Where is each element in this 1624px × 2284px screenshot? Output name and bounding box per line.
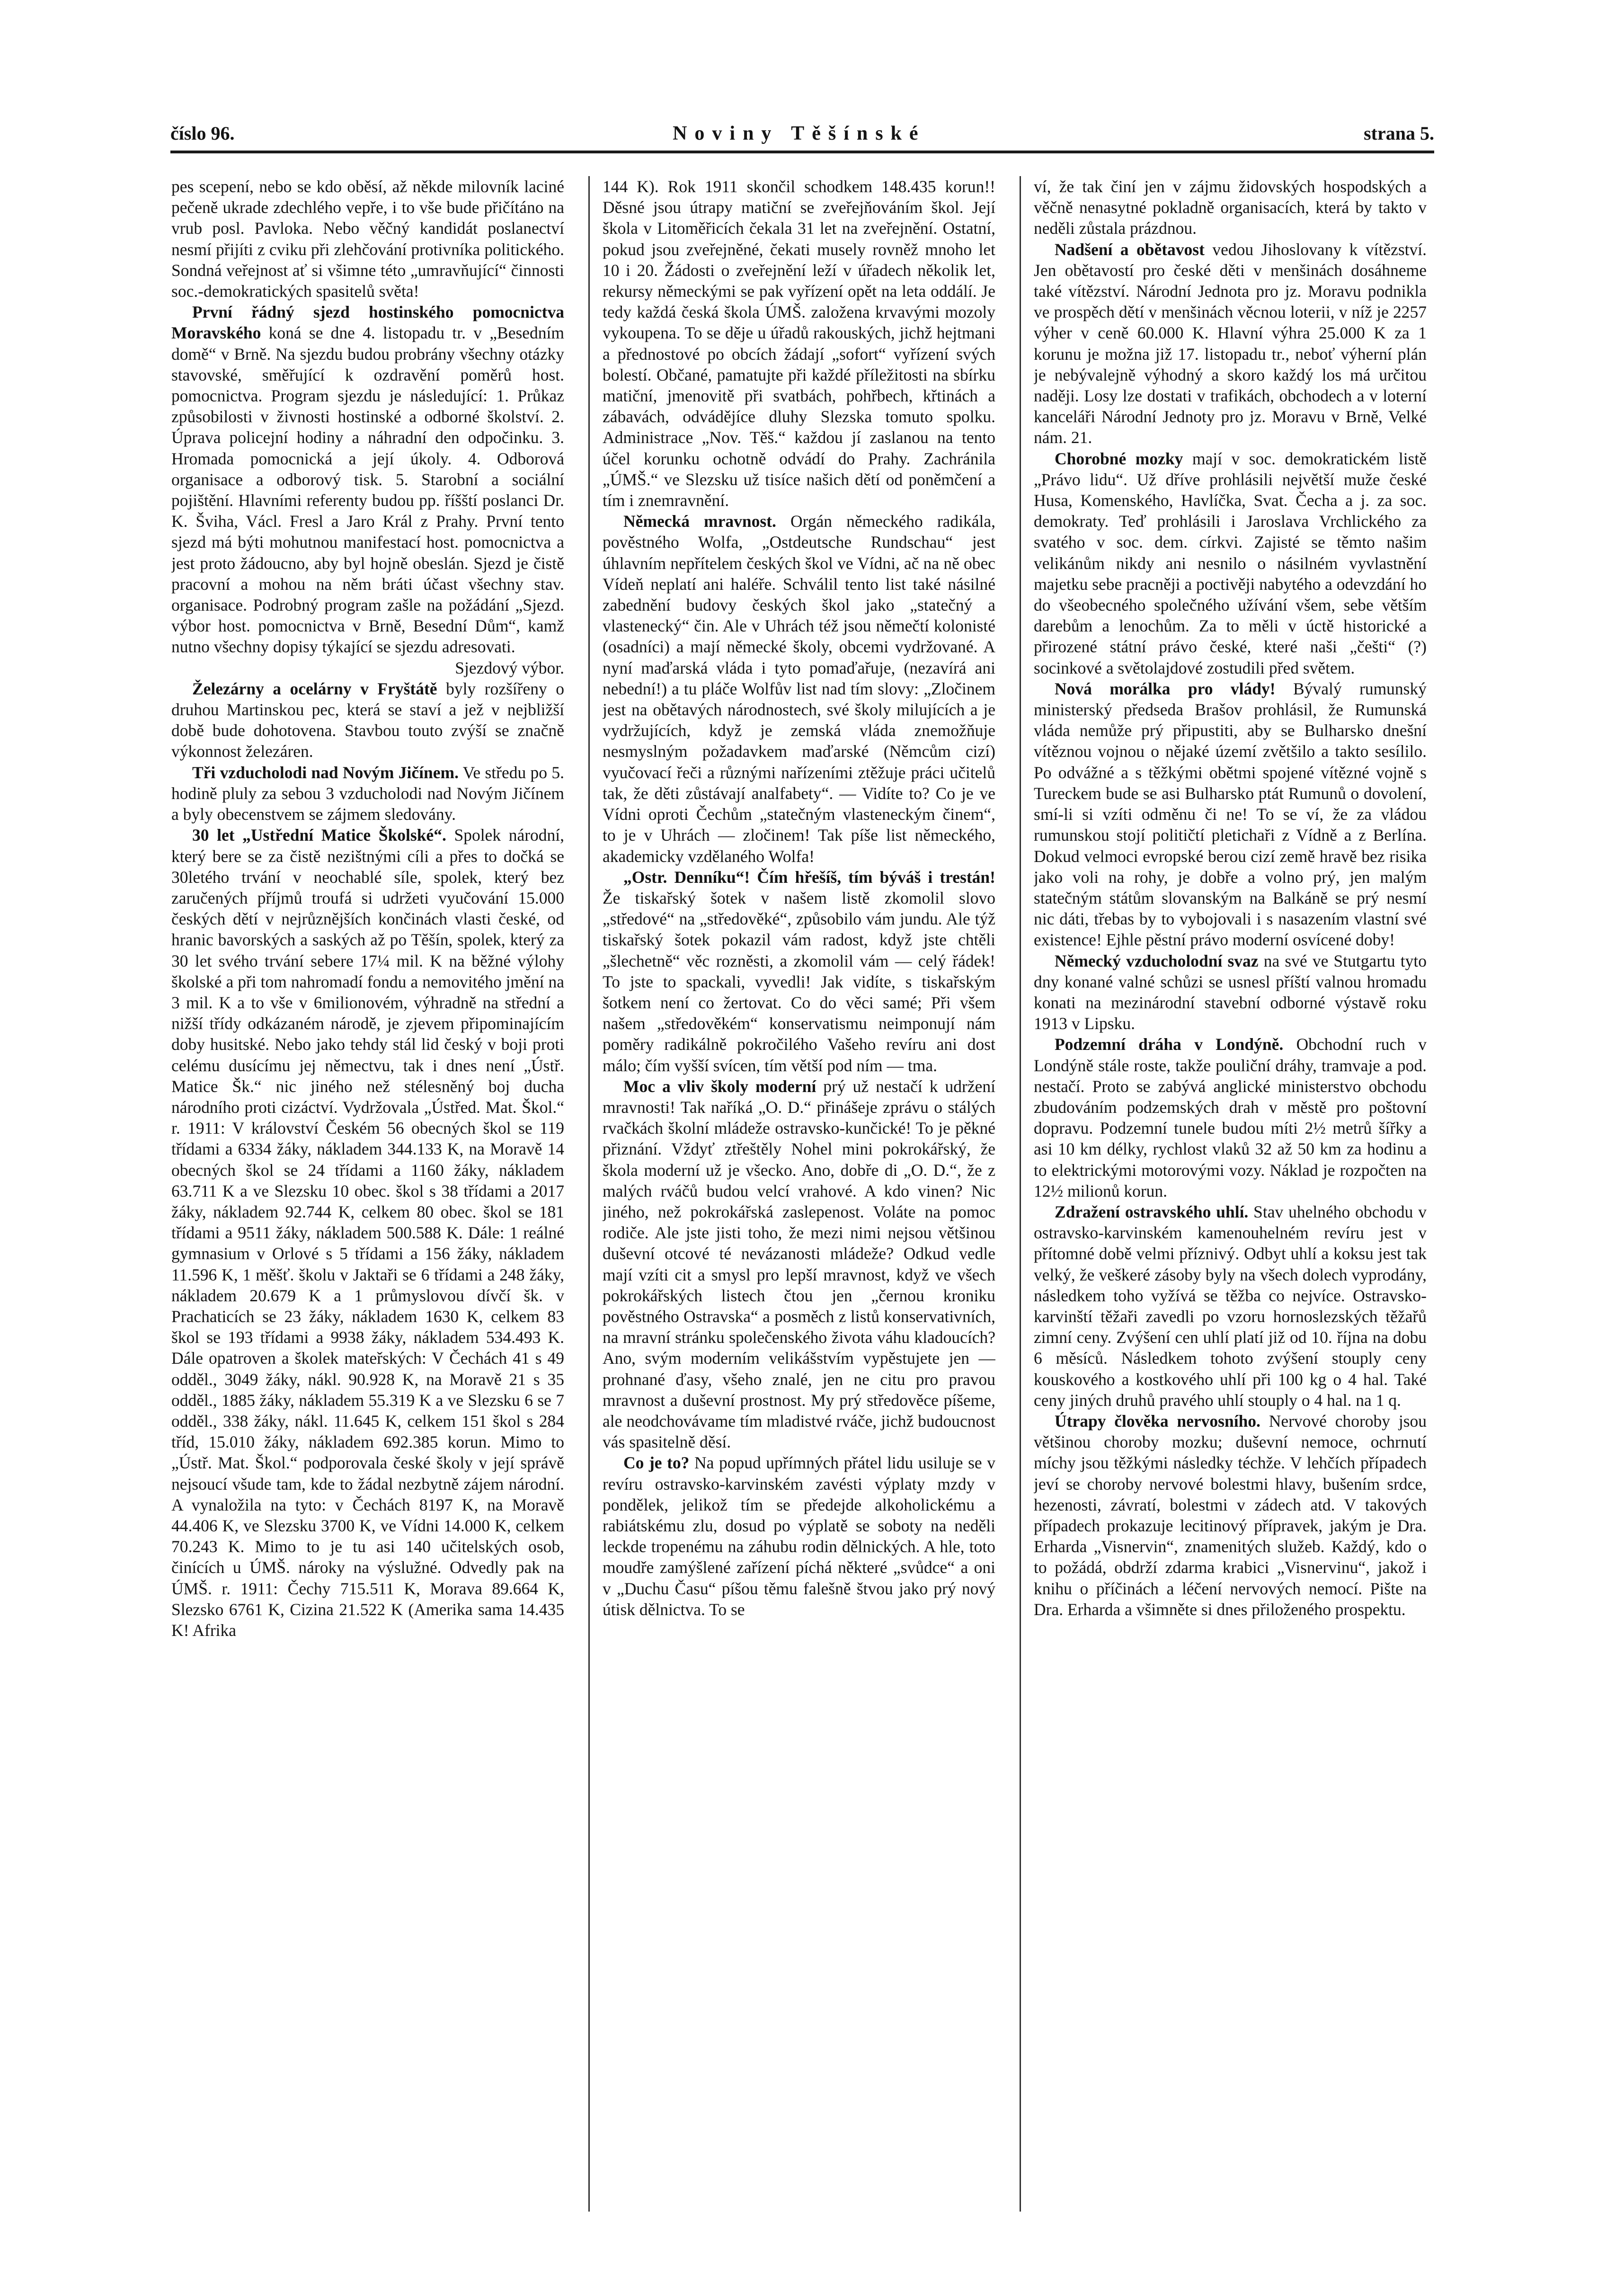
header-rule <box>170 151 1434 153</box>
article-paragraph <box>1034 1201 1427 1411</box>
article-text: koná se dne 4. listopadu tr. v „Besedním domě“ v Brně. Na sjezdu budou probrány všechny otázky stavovské, směřující k ozdravění poměrů host. pomocnictva. Program sjezdu je následující: 1. Průkaz způsobilosti v živnosti hostinské a odborné školství. 2. Úprava policejní hodiny a náhradní den odpočinku. 3. Hromada pomocnická a její úkoly. 4. Odborová organisace a odborový tisk. 5. Starobní a sociální pojištění. Hlavními referenty budou pp. říšští poslanci Dr. K. Šviha, Václ. Fresl a Jaro Král z Prahy. První tento sjezd má býti mohutnou manifestací host. pomocnictva a jest proto žádoucno, aby byl hojně obeslán. Sjezd je čistě pracovní a mohou na něm bráti účast všechny stav. organisace. Podrobný program zašle na požádání „Sjezd. výbor host. pomocnictva v Brně, Besední Dům“, kamž nutno všechny dopisy týkající se sjezdu adresovati. <box>171 323 564 657</box>
column-divider <box>588 176 590 2212</box>
issue-number: číslo 96. <box>170 123 235 144</box>
article-headline: „Ostr. Denníku“! Čím hřešíš, tím býváš i trestán! <box>623 867 995 887</box>
article-paragraph <box>603 1076 995 1453</box>
article-headline: Moc a vliv školy moderní <box>623 1076 816 1096</box>
article-headline: První řádný sjezd hostinského pomocnictva Moravského <box>171 302 564 343</box>
article-text: na své ve Stutgartu tyto dny konané valné schůzi se usnesl příští valnou hromadu konati na mezinárodní stavební odborné výstavě roku 1913 v Lipsku. <box>1034 951 1427 1033</box>
article-headline: Zdražení ostravského uhlí. <box>1055 1202 1249 1221</box>
article-text: Stav uhelného obchodu v ostravsko-karvinském kamenouhelném revíru jest v přítomné době velmi příznivý. Odbyt uhlí a koksu jest tak velký, že veškeré zásoby byly na všech dolech vyprodány, následkem toho vyžívá se těžba co nejvíce. Ostravsko-karvinští těžaři zavedli po vzoru hornoslezských těžařů zimní ceny. Zvýšení cen uhlí platí již od 10. října na dobu 6 měsíců. Následkem tohoto zvýšení stouply ceny kouskového a kostkového uhlí při 100 kg o 4 hal. Také ceny jiných druhů pravého uhlí stouply o 4 hal. na 1 q. <box>1034 1202 1427 1410</box>
article-paragraph <box>171 678 564 762</box>
article-text: byly rozšířeny o druhou Martinskou pec, která se staví a jež v nejbližší době bude dohotovena. Stavbou touto zvýší se značně výkonnost železáren. <box>171 679 564 761</box>
article-text: Na popud upřímných přátel lidu usiluje se v revíru ostravsko-karvinském zavésti výplaty mzdy v pondělek, jelikož tím se předejde alkoholickému a rabiátskému zlu, dosud po výplatě se soboty na neděli leckde tropenému na záhubu rodin dělnických. A hle, toto moudře zamýšlené zařízení píchá některé „svůdce“ a oni v „Duchu Času“ píšou těmu falešně štvou jako prý nový útisk dělnictva. To se <box>603 1453 995 1619</box>
article-paragraph <box>1034 1411 1427 1620</box>
article-paragraph <box>603 1452 995 1620</box>
article-text: prý už nestačí k udržení mravnosti! Tak naříká „O. D.“ přinášeje zprávu o stálých rvačkách školní mládeže ostravsko-kunčické! To je pěkné přiznání. Vždyť ztřeštěly Nohel mini pokrokářský, že škola moderní už je všecko. Ano, dobře di „O. D.“, že z malých rváčů budou velcí vrahové. A kdo vinen? Nic jiného, než pokrokářská zaslepenost. Voláte na pomoc rodiče. Ale jste jisti toho, že mezi nimi nejsou většinou duševní otcové té nevázanosti mládeže? Odkud vedle mají vzíti cit a smysl pro lepší mravnost, když ve všech pokrokářských listech čtou jen „černou kroniku pověstného Ostravska“ a posměch z listů konservativních, na mravní stránku společenského života váhu kladoucích? Ano, svým moderním velikášstvím vypěstujete jen — prohnané ďasy, všeho znalé, jen ne citu pro pravou mravnost a duševní prostnost. My prý středověce píšeme, ale neodchovávame tím mladistvé rváče, jichž budoucnost vás spasitelně děsí. <box>603 1076 995 1452</box>
article-text: Sjezdový výbor. <box>455 658 564 677</box>
article-text: ví, že tak činí jen v zájmu židovských hospodských a věčně nenasytné pokladně organisacích, která by takto v neděli zůstala prázdnou. <box>1034 177 1427 238</box>
article-text: mají v soc. demokratickém listě „Právo lidu“. Už dříve prohlásili největší muže české Husa, Komenského, Havlíčka, Svat. Čecha a j. za soc. demokraty. Teď prohlásili i Jaroslava Vrchlického za svatého v soc. dem. církvi. Zajisté se těmto našim velikánům nikdy ani nesnilo o násilném vyvlastnění majetku sebe pracněji a poctivěji nabytého a odevzdání ho do všeobecného společného užívání všem, sebe větším darebům a lenochům. Za to měli v úctě historické a přirozené státní právo české, které naši „češti“ (?) socinkové a světolajdové zostudili před světem. <box>1034 449 1427 677</box>
article-paragraph <box>1034 1034 1427 1201</box>
article-headline: Železárny a ocelárny v Fryštátě <box>192 679 437 698</box>
article-headline: Co je to? <box>623 1453 690 1473</box>
article-text: 144 K). Rok 1911 skončil schodkem 148.435 korun!! Děsné jsou útrapy matiční se zveřejňováním škol. Její škola v Litoměřicích čekala 31 let na zveřejnění. Ostatní, pokud jsou zveřejněné, čekati musely rovněž mnoho let 10 i 20. Žádosti o zveřejnění leží v úřadech několik let, rekursy německými se pak vyřízení opět na leta oddálí. Je tedy každá česká škola ÚMŠ. založena krvavými mozoly vykoupena. To se děje u úřadů rakouských, jichž hejtmani a přednostové po obcích žádají „sofort“ vyřízení svých bolestí. Občané, pamatujte při každé příležitosti na sbírku matiční, jmenovitě při svatbách, pohřbech, křtinách a zábavách, odvádějíce dluhy Slezska tomuto spolku. Administrace „Nov. Těš.“ každou jí zaslanou na tento účel korunku ochotně odvádí do Prahy. Zachránila „ÚMŠ.“ ve Slezsku už tisíce našich dětí od poněmčení a tím i znemravnění. <box>603 177 995 510</box>
article-headline: Německý vzducholodní svaz <box>1055 951 1259 970</box>
article-paragraph <box>1034 448 1427 678</box>
article-paragraph <box>603 867 995 1076</box>
article-headline: Chorobné mozky <box>1055 449 1183 468</box>
article-headline: 30 let „Ustřední Matice Školské“. <box>192 826 446 845</box>
article-continuation <box>1034 176 1427 239</box>
article-headline: Útrapy člověka nervosního. <box>1055 1411 1260 1431</box>
article-text: Bývalý rumunský ministerský předseda Brašov prohlásil, že Rumunská vláda nemůže prý připustiti, aby se Bulharsko dnešní vítěznou vojnou o nějaké území zvětšilo a takto sesílilo. Po odvážné a s těžkými obětmi spojené vítězné vojně s Tureckem bude se asi Bulharsko ptát Rumunů o dovolení, smí-li si vzíti odměnu či ne! To se ví, že za vládou rumunskou stojí političtí pletichaři z Vídně a z Berlína. Dokud velmoci evropské berou cizí země hravě bez risika jako voli na rohy, je dobře a volno prý, jen malým statečným státům slovanským na Balkáně se prý nesmí nic dáti, třebas by to vybojovali i s nasazením vlastní své existence! Ejhle pěstní právo moderní osvícené doby! <box>1034 679 1427 950</box>
article-continuation <box>603 176 995 511</box>
article-headline: Německá mravnost. <box>623 512 776 531</box>
article-text: vedou Jihoslovany k vítězství. Jen obětavostí pro české děti v menšinách dosáhneme také vítězství. Národní Jednota pro jz. Moravu podnikla ve prospěch dětí v menšinách věcnou loterii, v níž je 2257 výher v ceně 60.000 K. Hlavní výhra 25.000 K za 1 korunu je možna již 17. listopadu tr., neboť výherní plán je nebývalejně výhodný a skoro každý los má určitou naději. Losy lze dostati v trafikách, obchodech a v loterní kanceláři Národní Jednoty pro jz. Moravu v Brně, Velké nám. 21. <box>1034 240 1427 447</box>
article-headline: Podzemní dráha v Londýně. <box>1055 1035 1284 1054</box>
page-number: strana 5. <box>1364 123 1434 144</box>
article-text: Nervové choroby jsou většinou choroby mozku; duševní nemoce, ochrnutí míchy jsou těžkými následky téchže. V lehčích případech jeví se choroby nervové bolestmi hlavy, bušením srdce, hezenosti, závratí, bolestmi v zádech atd. V takových případech prokazuje lecitinový přípravek, jakým je Dra. Erharda „Visnervin“, znamenitých služeb. Každý, kdo o to požádá, obdrží zdarma krabici „Visnervinu“, jakož i knihu o příčinách a léčení nervových nemocí. Pište na Dra. Erharda a všimněte si dnes přiloženého prospektu. <box>1034 1411 1427 1619</box>
article-paragraph <box>171 825 564 1641</box>
article-text: pes scepení, nebo se kdo oběsí, až někde milovník laciné pečeně ukrade zdechlého vepře, i to vše bude přičítáno na vrub posl. Pavloka. Nebo věčný kandidát poslanectví nesmí přijíti z cviku při zlehčování protivníka politického. Sondná veřejnost ať si všimne této „umravňující“ činnosti soc.-demokratických spasitelů světa! <box>171 177 564 301</box>
article-paragraph <box>1034 951 1427 1034</box>
article-text: Ve středu po 5. hodině pluly za sebou 3 vzducholodi nad Novým Jičínem a byly obecenstvem se zájmem sledovány. <box>171 763 564 824</box>
article-text: Obchodní ruch v Londýně stále roste, takže pouliční dráhy, tramvaje a pod. nestačí. Proto se zabývá anglické ministerstvo obchodu zbudováním podzemských drah v městě pro poštovní dopravu. Podzemní tunele budou míti 2½ metrů šířky a asi 10 km délky, rychlost vlaků 32 až 50 km za hodinu a to elektrickými motorovými vozy. Náklad je rozpočten na 12½ milionů korun. <box>1034 1035 1427 1200</box>
article-paragraph <box>1034 239 1427 448</box>
article-signature <box>171 658 564 678</box>
article-paragraph <box>171 762 564 825</box>
article-headline: Tři vzducholodi nad Novým Jičínem. <box>192 763 459 782</box>
article-paragraph <box>1034 678 1427 951</box>
article-text: Orgán německého radikála, pověstného Wolfa, „Ostdeutsche Rundschau“ jest úhlavním nepřítelem českých škol ve Vídni, ač na ně obec Vídeň neplatí ani haléře. Schválil tento list také násilné zabednění budovy českých škol jako „statečný a vlastenecký“ čin. Ale v Uhrách též jsou němečtí kolonisté (osadníci) a mají německé školy, obcemi vydržované. A nyní maďarská vláda i tyto pomaďařuje, (nezavírá ani nebední!) a tu pláče Wolfův list nad tím slovy: „Zločinem jest na obětavých národnostech, své školy milujících a je vydržujících, když je zemská vláda znemožňuje nesmyslným požadavkem maďarské (Němcům cizí) vyučovací řeči a různými nařízeními ztěžuje práci učitelů tak, že děti zůstávají analfabety“. — Vidíte to? Co je ve Vídni oproti Čechům „statečným vlasteneckým činem“, to je v Uhrách — zločinem! Tak píše list německého, akademicky vzdělaného Wolfa! <box>603 512 995 866</box>
column-divider <box>1020 176 1021 2212</box>
article-text: Že tiskařský šotek v našem listě zkomolil slovo „středové“ na „středověké“, způsobilo vám jundu. Ale týž tiskařský šotek pokazil vám radost, když jste chtěli „šlechetně“ věc rozněsti, a zkomolil vám — celý řádek! To jste to spackali, vyvedli! Jak vidíte, s tiskařským šotkem není co žertovat. Co do věci samé; Při všem našem „středověkém“ konservatismu neimponují nám poměry radikálně pokročilého Vašeho revíru ani dost málo; čím vyšší svícen, tím větší pod ním — tma. <box>603 888 995 1075</box>
column-1 <box>171 176 564 2212</box>
column-3 <box>1034 176 1427 2212</box>
article-paragraph <box>171 302 564 657</box>
article-paragraph <box>603 511 995 866</box>
newspaper-title: Noviny Těšínské <box>673 123 926 144</box>
article-headline: Nová morálka pro vlády! <box>1055 679 1276 698</box>
page-header <box>170 122 1434 151</box>
article-text: Spolek národní, který bere se za čistě nezištnými cíli a přes to dočká se 30letého trvání v neochablé síle, spolek, který bez zaručených příjmů troufá si udržeti vyučování 15.000 českých dětí v nejrůznějších končinách vlasti české, od hranic bavorských a saských až po Těšín, spolek, který za 30 let svého trvání sebere 17¼ mil. K na běžné výlohy školské a při tom nahromadí fondu a nemovitého jmění na 3 mil. K a to vše v 6milionovém, výhradně na střední a nižší třídy odkázaném národě, je zjevem připominajícím doby husitské. Nebo jako tehdy stál lid český v boji proti celému dusícímu jej němectvu, tak i dnes není „Ústř. Matice Šk.“ nic jiného než stélesněný boj ducha národního proti cizáctví. Vydržovala „Ústřed. Mat. Škol.“ r. 1911: V království Českém 56 obecných škol se 119 třídami a 6334 žáky, nákladem 344.133 K, na Moravě 14 obecných škol se 24 třídami a 1160 žáky, nákladem 63.711 K a ve Slezsku 10 obec. škol s 38 třídami a 2017 žáky, nákladem 92.744 K, celkem 80 obec. škol se 181 třídami a 9511 žáky, nákladem 500.588 K. Dále: 1 reálné gymnasium v Orlové s 5 třídami a 156 žáky, nákladem 11.596 K, 1 měšť. školu v Jaktaři se 6 třídami a 248 žáky, nákladem 20.679 K a 1 průmyslovou dívčí šk. v Prachaticích se 23 žáky, nákladem 1630 K, celkem 83 škol se 193 třídami a 9938 žáky, nákladem 534.493 K. Dále opatroven a školek mateřských: V Čechách 41 s 49 odděl., 3049 žáky, nákl. 90.928 K, na Moravě 21 s 35 odděl., 1885 žáky, nákladem 55.319 K a ve Slezsku 6 se 7 odděl., 338 žáky, nákl. 11.645 K, celkem 151 škol s 284 tříd, 15.010 žáky, nákladem 692.385 korun. Mimo to „Ústř. Mat. Škol.“ podporovala české školy v její správě nejsoucí všude tam, kde to žádal nezbytně zájem národní. A vynaložila na tyto: v Čechách 8197 K, na Moravě 44.406 K, ve Slezsku 3700 K, ve Vídni 14.000 K, celkem 70.243 K. Mimo to je tu asi 140 učitelských osob, činících u ÚMŠ. nároky na výslužné. Odvedly pak na ÚMŠ. r. 1911: Čechy 715.511 K, Morava 89.664 K, Slezsko 6761 K, Cizina 21.522 K (Amerika sama 14.435 K! Afrika <box>171 826 564 1640</box>
article-continuation <box>171 176 564 302</box>
article-headline: Nadšení a obětavost <box>1055 240 1205 259</box>
column-2 <box>603 176 995 2212</box>
